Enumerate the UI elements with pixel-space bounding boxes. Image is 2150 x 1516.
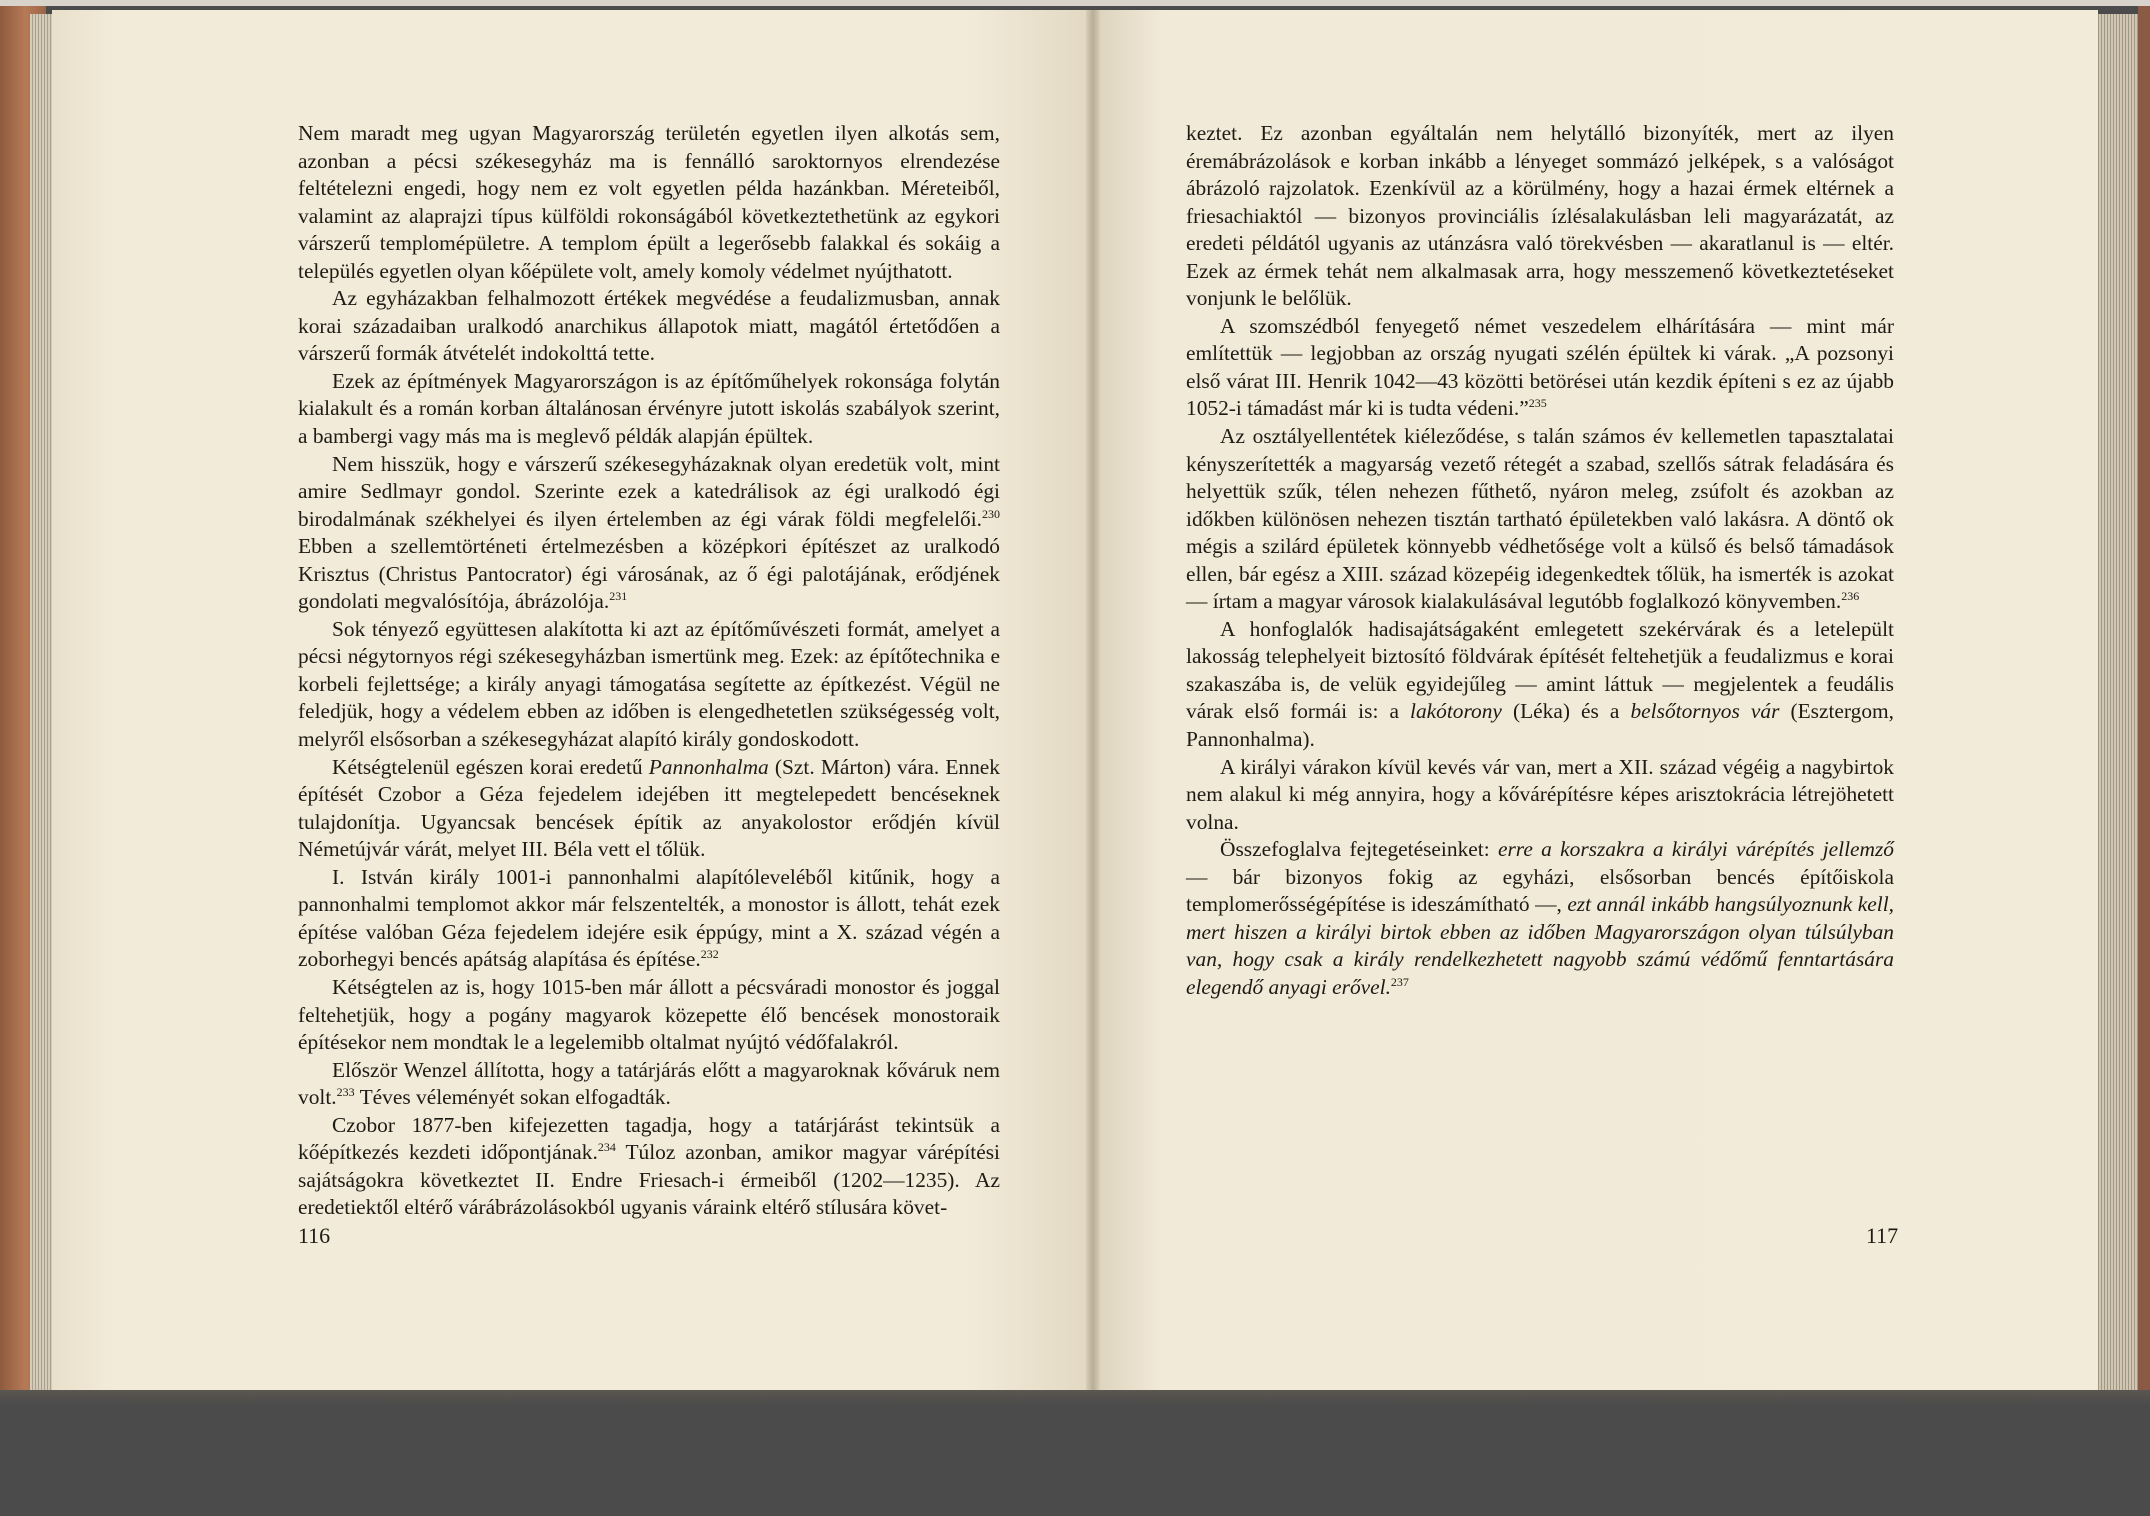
paragraph-text: Nem hisszük, hogy e várszerű székesegyházaknak olyan eredetük volt, mint amire Sedlmayr gondol. Szerinte ezek a katedrálisok az égi uralkodó égi birodalmának székhelyei és ilyen értelemben az égi várak földi megfelelői.	[298, 451, 1000, 531]
paragraph	[298, 451, 1000, 616]
paragraph-text: A királyi várakon kívül kevés vár van, mert a XII. század végéig a nagybirtok nem alakul ki még annyira, hogy a kővárépítésre képes arisztokrácia létrejöhetett volna.	[1186, 754, 1894, 834]
paragraph-text: Túloz azonban, amikor magyar várépítési sajátságokra következtet II. Endre Friesach-i érmeiből (1202—1235). Az eredetiektől eltérő várábrázolásokból ugyanis váraink eltérő stílusára követ-	[298, 1140, 1000, 1220]
book-cover-right	[2138, 6, 2150, 1396]
paragraph	[1186, 423, 1894, 616]
paragraph-text: I. István király 1001-i pannonhalmi alapítóleveléből kitűnik, hogy a pannonhalmi templomot akkor már felszentelték, a monostor is állott, tehát ezek építése valóban Géza fejedelem idejére esik éppúgy, mint a X. század végén a zoborhegyi bencés apátság alapítása és építése.	[298, 864, 1000, 972]
paragraph	[298, 368, 1000, 451]
paragraph-text: Ezek az építmények Magyarországon is az építőműhelyek rokonsága folytán kialakult és a román korban általánosan érvényre jutott iskolás szabályok szerint, a bambergi vagy más ma is meglevő példák alapján épültek.	[298, 368, 1000, 449]
footnote-ref: 237	[1390, 974, 1409, 989]
paragraph-text: (Léka) és a	[1501, 699, 1631, 724]
italic-text: Pannonhalma	[648, 754, 769, 779]
page-number-right: 117	[1866, 1223, 1899, 1248]
italic-text: lakótorony	[1410, 699, 1502, 724]
footnote-ref: 235	[1528, 396, 1547, 411]
paragraph-text: Téves véleményét sokan elfogadták.	[354, 1085, 671, 1110]
paragraph-text: Kétségtelen az is, hogy 1015-ben már állott a pécsváradi monostor és joggal feltehetjük, hogy a pogány magyarok közepette élő bencések monostoraik építésekor nem mondtak le a legelemibb oltalmat nyújtó védőfalakról.	[298, 974, 1000, 1055]
paragraph-text: (Szt. Márton) vára. Ennek építését Czobor a Géza fejedelem idejében itt megtelepedett bencéseknek tulajdonítja. Ugyancsak bencések építik az anyakolostor erődjén kívül Németújvár várát, melyet III. Béla vett el tőlük.	[298, 754, 1000, 862]
page-number-left: 116	[298, 1223, 331, 1248]
footnote-ref: 233	[336, 1085, 355, 1100]
scanner-top-strip	[0, 0, 2150, 6]
italic-text: ezt annál inkább hangsúlyoznunk kell, mert hiszen a királyi birtok ebben az időben Magyarországon olyan túlsúlyban van, hogy csak a király rendelkezhetett nagyobb számú védőmű fenntartására elegendő anyagi erővel.	[1186, 892, 1894, 999]
page-edges-right	[2096, 14, 2140, 1390]
italic-text: belsőtornyos vár	[1630, 699, 1780, 724]
paragraph-text: Kétségtelenül egészen korai eredetű	[332, 754, 649, 779]
paragraph-text: Czobor 1877-ben kifejezetten tagadja, hogy a tatárjárást tekintsük a kőépítkezés kezdeti időpontjának.	[298, 1112, 1000, 1165]
italic-text: erre a korszakra a királyi várépítés jellemző	[1497, 837, 1894, 862]
paragraph-text: Az egyházakban felhalmozott értékek megvédése a feudalizmusban, annak korai századaiban uralkodó anarchikus állapotok miatt, magától értetődően a várszerű formák átvételét indokolttá tette.	[298, 286, 1000, 366]
paragraph-text: — bár bizonyos fokig az egyházi, elsősorban bencés építőiskola templomerősségépítése is ideszámítható —,	[1186, 864, 1894, 917]
footnote-ref: 231	[609, 589, 628, 604]
paragraph	[298, 1112, 1000, 1222]
paragraph-text: Nem maradt meg ugyan Magyarország területén egyetlen ilyen alkotás sem, azonban a pécsi székesegyház ma is fennálló saroktornyos elrendezése feltételezni engedi, hogy nem ez volt egyetlen példa hazánkban. Méreteiből, valamint az alaprajzi típus külföldi rokonságából következtethetünk az egykori várszerű templomépületre. A templom épült a legerősebb falakkal és sokáig a település egyetlen olyan kőépülete volt, amely komoly védelmet nyújthatott.	[298, 121, 1000, 283]
right-page-body	[1186, 120, 1894, 1002]
paragraph	[298, 285, 1000, 368]
paragraph	[1186, 120, 1894, 313]
footnote-ref: 232	[700, 947, 719, 962]
paragraph-text: Sok tényező együttesen alakította ki azt az építőművészeti formát, amelyet a pécsi négytornyos régi székesegyházban ismertünk meg. Ezek: az építőtechnika e korbeli fejlettsége; a király anyagi támogatása segítette az építkezést. Végül ne feledjük, hogy a védelem ebben az időben is elengedhetetlen szükségesség volt, melyről elsősorban a székesegyházat alapító király gondoskodott.	[298, 616, 1000, 752]
paragraph-text: Az osztályellentétek kiéleződése, s talán számos év kellemetlen tapasztalatai kényszerítették a magyarság vezető rétegét a szabad, szellős sátrak feladására és helyettük szűk, télen nehezen fűthető, nyáron meleg, zsúfolt és azokban az időkben különösen nehezen tisztán tartható épületekben való lakásra. A döntő ok mégis a szilárd épületek könnyebb védhetősége volt a külső és belső támadások ellen, bár egész a XIII. század közepéig idegenkedtek tőlük, ha ismerték is azokat — írtam a magyar városok kialakulásával legutóbb foglalkozó könyvemben.	[1186, 424, 1894, 614]
paragraph-text: A szomszédból fenyegető német veszedelem elhárítására — mint már említettük — legjobban az ország nyugati szélén épültek ki várak. „A pozsonyi első várat III. Henrik 1042—43 közötti betörései után kezdik építeni s ez az újabb 1052-i támadást már ki is tudta védeni.”	[1186, 313, 1894, 421]
paragraph-text: Összefoglalva fejtegetéseinket:	[1220, 837, 1498, 862]
paragraph	[1186, 754, 1894, 837]
footnote-ref: 230	[982, 506, 1000, 521]
left-page-body	[298, 120, 1000, 1222]
paragraph	[298, 120, 1000, 285]
paragraph	[298, 616, 1000, 754]
paragraph	[1186, 616, 1894, 754]
page-edges-left	[30, 14, 54, 1390]
paragraph	[1186, 836, 1894, 1001]
paragraph	[298, 1057, 1000, 1112]
paragraph-text: keztet. Ez azonban egyáltalán nem helytálló bizonyíték, mert az ilyen éremábrázolások e korban inkább a lényeget sommázó jelképek, s a valóságot ábrázoló rajzolatok. Ezenkívül az a körülmény, hogy a hazai érmek eltérnek a friesachiaktól — bizonyos provinciális ízlésalakulásban leli magyarázatát, az eredeti példától ugyanis az utánzásra való törekvésben — akaratlanul is — eltér. Ezek az érmek tehát nem alkalmasak arra, hogy messzemenő következtetéseket vonjunk le belőlük.	[1186, 121, 1894, 311]
paragraph-text: (Esztergom, Pannonhalma).	[1186, 699, 1895, 752]
paragraph	[298, 974, 1000, 1057]
paragraph-text: Először Wenzel állította, hogy a tatárjárás előtt a magyaroknak kőváruk nem volt.	[298, 1057, 1000, 1110]
paragraph-text: A honfoglalók hadisajátságaként emlegetett szekérvárak és a letelepült lakosság telephelyeit biztosító földvárak építését feltehetjük a feudalizmus e korai szakaszába is, de velük egyidejűleg — amint láttuk — megjelentek a feudális várak első formái is: a	[1186, 616, 1894, 724]
footnote-ref: 234	[597, 1140, 616, 1155]
scanner-bottom-shadow	[0, 1390, 2150, 1406]
paragraph	[1186, 313, 1894, 423]
footnote-ref: 236	[1841, 589, 1860, 604]
book-gutter	[1086, 10, 1100, 1390]
paragraph	[298, 754, 1000, 864]
paragraph	[298, 864, 1000, 974]
paragraph-text: Ebben a szellemtörténeti értelmezésben a középkori építészet az uralkodó Krisztus (Christus Pantocrator) égi városának, az ő égi palotájának, erődjének gondolati megvalósítója, ábrázolója.	[298, 534, 1000, 614]
